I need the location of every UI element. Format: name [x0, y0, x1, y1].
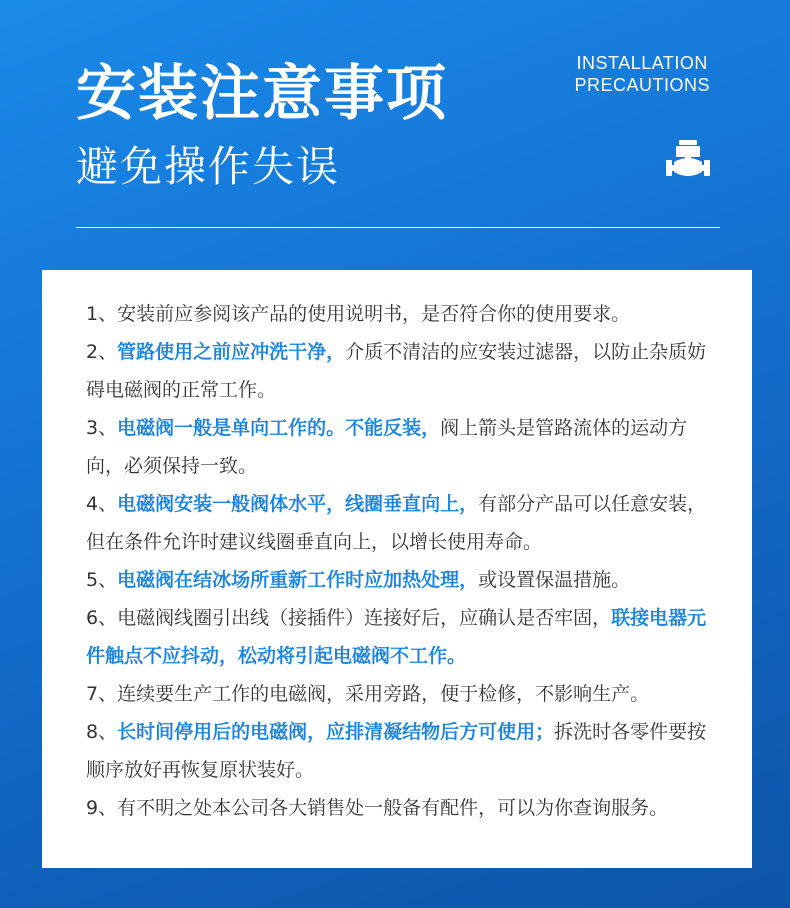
- highlight-text: 联接电器元件触点不应抖动，松动将引起电磁阀不工作。: [86, 607, 707, 667]
- list-item: [86, 789, 716, 827]
- list-item: [86, 295, 716, 333]
- item-text: 连续要生产工作的电磁阀，采用旁路，便于检修，不影响生产。: [117, 683, 650, 705]
- list-item: [86, 485, 716, 561]
- item-text: 电磁阀线圈引出线（接插件）连接好后，应确认是否牢固，: [117, 607, 612, 629]
- item-number: 6、: [86, 607, 118, 629]
- item-number: 2、: [86, 341, 118, 363]
- page-subtitle: 避免操作失误: [76, 142, 341, 191]
- item-number: 3、: [86, 417, 118, 439]
- list-item: [86, 675, 716, 713]
- item-number: 7、: [86, 683, 118, 705]
- item-text: 拆洗时各零件要按顺序放好再恢复原状装好。: [86, 721, 707, 781]
- item-text: 介质不清洁的应安装过滤器，以防止杂质妨碍电磁阀的正常工作。: [86, 341, 707, 401]
- item-number: 4、: [86, 493, 118, 515]
- list-item: [86, 409, 716, 485]
- highlight-text: 电磁阀在结冰场所重新工作时应加热处理，: [117, 569, 479, 591]
- item-number: 8、: [86, 721, 118, 743]
- item-text: 阀上箭头是管路流体的运动方向，必须保持一致。: [86, 417, 688, 477]
- valve-icon: [664, 138, 712, 186]
- highlight-text: 电磁阀安装一般阀体水平，线圈垂直向上，: [117, 493, 479, 515]
- item-text: 有不明之处本公司各大销售处一般备有配件，可以为你查询服务。: [117, 797, 669, 819]
- highlight-text: 电磁阀一般是单向工作的。不能反装，: [117, 417, 441, 439]
- list-item: [86, 713, 716, 789]
- header-divider: [76, 227, 720, 228]
- highlight-text: 长时间停用后的电磁阀，应排清凝结物后方可使用；: [117, 721, 555, 743]
- english-title: [574, 52, 710, 96]
- list-item: [86, 599, 716, 675]
- item-text: 有部分产品可以任意安装，但在条件允许时建议线圈垂直向上，以增长使用寿命。: [86, 493, 707, 553]
- list-item: [86, 561, 716, 599]
- item-number: 1、: [86, 303, 118, 325]
- precautions-card: [42, 270, 752, 868]
- english-title-line1: INSTALLATION: [576, 53, 708, 73]
- item-text: 或设置保温措施。: [478, 569, 631, 591]
- item-number: 5、: [86, 569, 118, 591]
- item-text: 安装前应参阅该产品的使用说明书，是否符合你的使用要求。: [117, 303, 631, 325]
- item-number: 9、: [86, 797, 118, 819]
- english-title-line2: PRECAUTIONS: [574, 75, 710, 95]
- highlight-text: 管路使用之前应冲洗干净，: [117, 341, 346, 363]
- precautions-list: [86, 295, 716, 827]
- list-item: [86, 333, 716, 409]
- page-title: 安装注意事项: [76, 59, 448, 129]
